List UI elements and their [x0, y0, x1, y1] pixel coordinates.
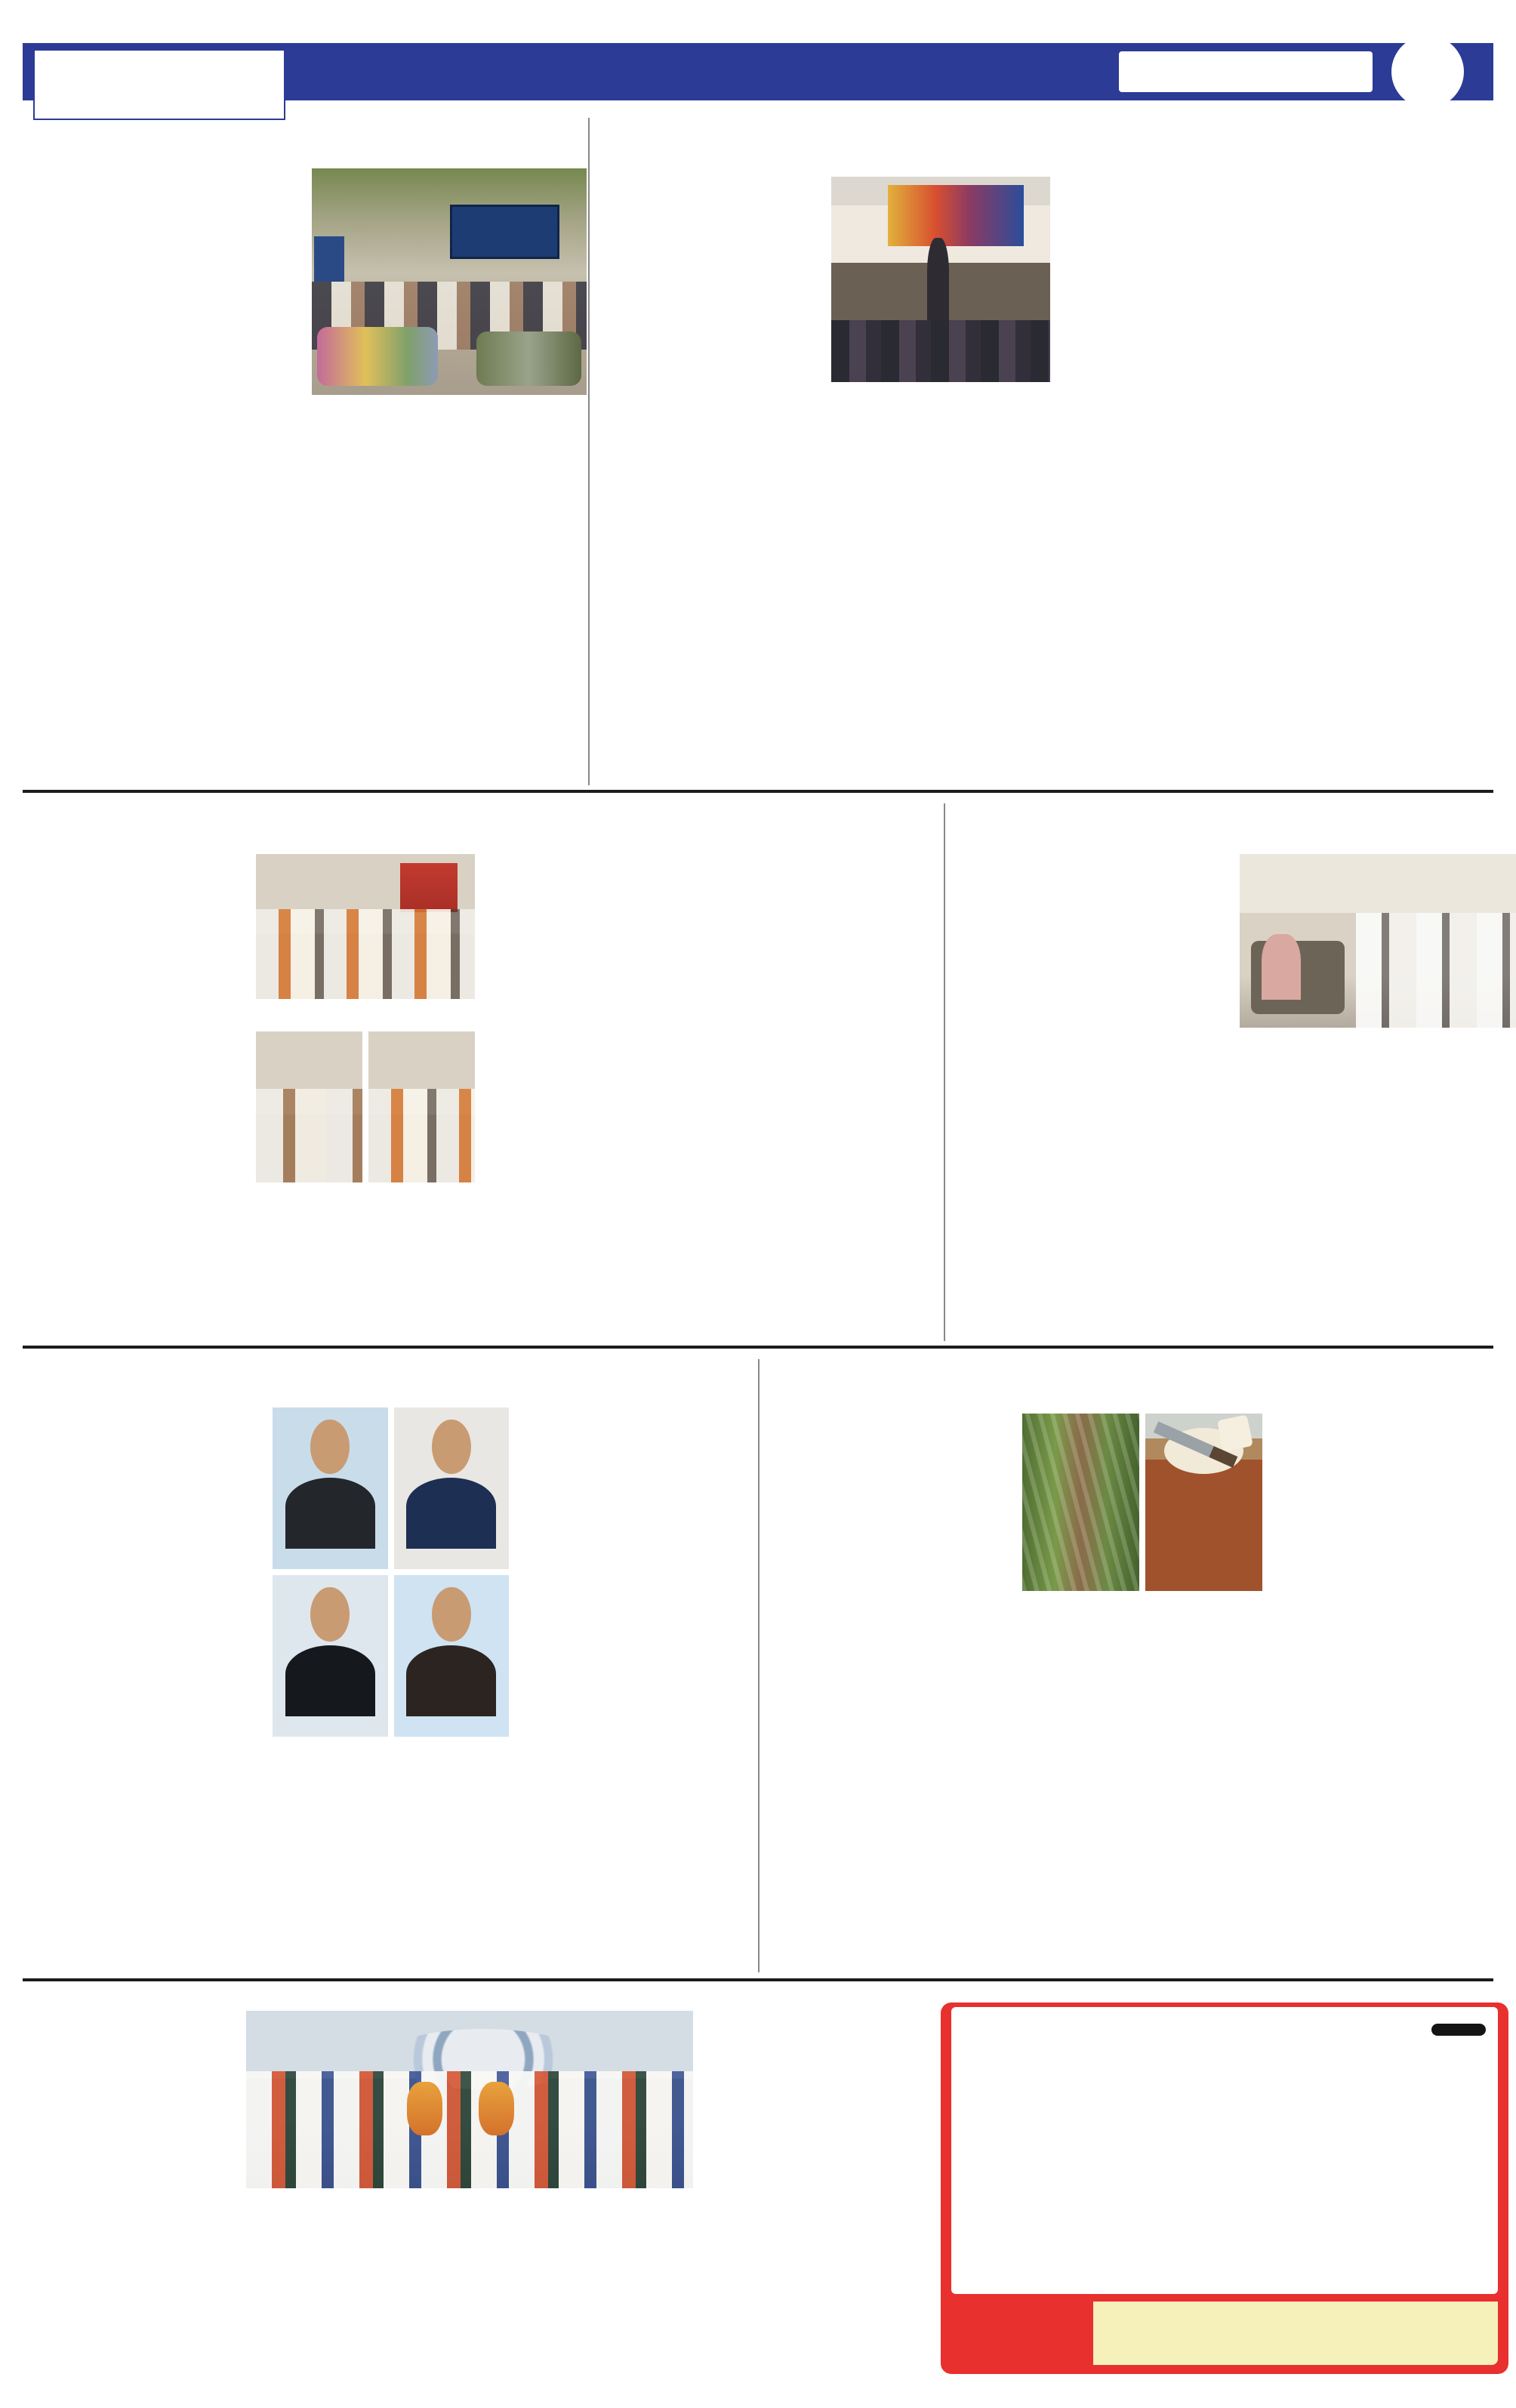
page-number — [1394, 38, 1462, 106]
article-separator — [944, 803, 945, 1341]
article-column — [1297, 149, 1516, 612]
health-camp-stage-photo — [831, 177, 1051, 382]
article-column — [23, 826, 242, 1241]
article-column — [722, 826, 941, 1241]
stage-banner — [400, 863, 458, 912]
mourners-group — [1356, 913, 1516, 1028]
agave-leaves — [1022, 1414, 1139, 1591]
ad-body — [951, 2007, 1498, 2294]
dignitaries-group — [368, 1089, 475, 1182]
article-separator — [588, 118, 590, 785]
ramkand-trunk-photo — [1145, 1414, 1262, 1591]
audience — [831, 320, 1051, 382]
garlanded-player — [479, 2082, 514, 2135]
article-health-camp — [598, 110, 1516, 612]
article-column — [312, 140, 587, 612]
agave-plant-photo — [1022, 1414, 1139, 1591]
masthead-bar — [23, 43, 1493, 100]
article-column — [273, 1380, 509, 1824]
dignitaries-group — [256, 1089, 362, 1182]
article-column — [598, 149, 818, 612]
article-column — [1064, 149, 1283, 612]
felicitation-photo-right — [368, 1031, 475, 1182]
article-column — [246, 2194, 463, 2278]
section-divider — [23, 1978, 1493, 1981]
condolence-visit-photo — [1240, 854, 1516, 1028]
article-column — [23, 2011, 233, 2313]
article-column — [950, 826, 1226, 1243]
article-rss-convention — [23, 799, 941, 1241]
professor-photo-3 — [273, 1575, 388, 1737]
police-signboard-small — [314, 236, 344, 282]
dignitaries-group — [256, 909, 476, 999]
covered-accused — [476, 331, 581, 386]
phone-numbers — [1093, 2302, 1498, 2365]
cm-seated — [1262, 934, 1300, 1000]
article-column — [256, 826, 476, 1241]
cut-slices — [1217, 1414, 1253, 1452]
felicitation-photo-left — [256, 1031, 362, 1182]
article-column — [1240, 826, 1516, 1243]
professor-photo-2 — [394, 1407, 510, 1569]
hindu-convention-photo-wide — [256, 854, 476, 999]
professor-photo-4 — [394, 1575, 510, 1737]
article-column — [476, 2194, 693, 2278]
article-ramkand-expose — [769, 1355, 1516, 1802]
felicitation-group-photo — [246, 2011, 693, 2188]
article-gambling-raid — [23, 110, 587, 612]
police-signboard — [450, 205, 559, 259]
garlanded-player — [407, 2082, 442, 2135]
section-divider — [23, 790, 1493, 793]
article-column-wide — [246, 2011, 693, 2313]
article-meghe-tribute — [950, 799, 1516, 1243]
group-of-people — [246, 2071, 693, 2188]
siddhi-printers-ad — [941, 2003, 1508, 2374]
event-banner — [888, 185, 1024, 247]
professor-photo-1 — [273, 1407, 388, 1569]
covered-accused — [317, 327, 438, 386]
ad-dtp-badge — [1431, 2024, 1486, 2036]
article-cancer-patent — [23, 1355, 759, 1824]
article-column — [769, 1386, 1009, 1802]
article-column — [23, 1380, 259, 1824]
edition-date — [1119, 51, 1373, 92]
article-column — [522, 1380, 759, 1824]
article-column — [23, 140, 298, 612]
article-column — [488, 826, 708, 1241]
article-column — [1022, 1386, 1262, 1802]
article-separator — [758, 1359, 760, 1972]
section-divider — [23, 1346, 1493, 1349]
speaker-at-podium — [927, 238, 949, 324]
article-column — [1276, 1386, 1516, 1802]
article-taekwondo-medal — [23, 1987, 929, 2313]
newspaper-logo — [33, 49, 285, 120]
ad-contact-strip — [951, 2302, 1498, 2365]
article-column — [707, 2011, 929, 2313]
crime-branch-arrest-photo — [312, 168, 587, 395]
call-label — [951, 2302, 1093, 2365]
article-column — [831, 149, 1051, 612]
